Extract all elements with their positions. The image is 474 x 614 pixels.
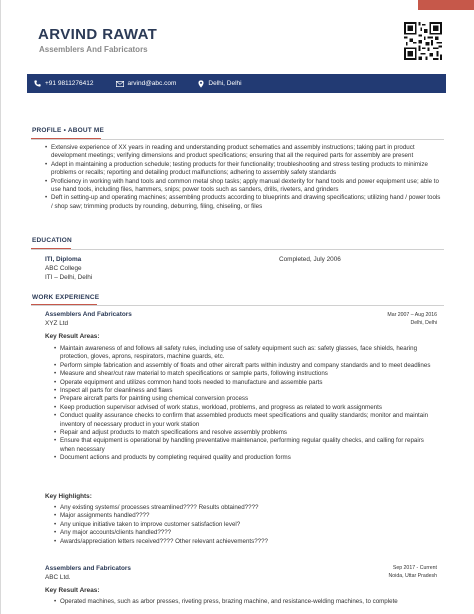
job-company: XYZ Ltd [45,320,69,327]
contact-phone[interactable] [34,80,94,87]
phone-text: +91 9811276412 [45,80,94,87]
education-divider [31,249,444,250]
list-item: • Any existing systems/ processes streamlined???? Results obtained???? [54,504,439,512]
education-school: ABC College [45,265,82,272]
profile-list [45,144,441,211]
job-highlights-label: Key Highlights: [45,493,92,500]
list-item: • Awards/appreciation letters received???? Other relevant achievements???? [54,538,439,546]
list-item: • Conduct quality assurance checks to confirm that assembled products meet specifications and quality standards; monitor and maintain inventory of necessary product in your work station [54,412,439,429]
profile-divider-accent [31,138,101,139]
job-dates: Sep 2017 - Current [392,565,437,571]
education-degree: ITI, Diploma [45,256,82,263]
job-highlights-list [54,504,439,546]
contact-email[interactable] [116,80,177,87]
location-text: Delhi, Delhi [208,80,242,87]
job-areas-list [54,598,439,606]
education-divider-accent [31,248,71,249]
list-item: • Any major accounts/clients handled???? [54,529,439,537]
contact-bar [27,74,446,93]
profile-section-title: PROFILE • ABOUT ME [32,127,105,134]
list-item: • Inspect all parts for cleanliness and flaws [54,387,439,395]
contact-location [198,80,241,88]
list-item: • Measure and shear/cut raw material to match specifications or sample parts, following instructions [54,370,439,378]
job-dates: Mar 2007 – Aug 2016 [387,312,437,318]
candidate-title: Assemblers And Fabricators [39,45,148,54]
candidate-name: ARVIND RAWAT [38,26,158,43]
profile-item: • Extensive experience of XX years in reading and understanding product schematics and assembly instructions; taking part in product development meetings; verifying dimensions and product specifications; ensuring that all the required parts for assembly are present [45,144,441,161]
job-areas-label: Key Result Areas: [45,587,100,594]
job-location: Noida, Uttar Pradesh [388,573,437,579]
phone-icon [34,80,41,87]
list-item: • Prepare aircraft parts for painting using chemical conversion process [54,395,439,403]
education-place: ITI – Delhi, Delhi [45,274,93,281]
email-text: arvind@abc.com [127,80,177,87]
corner-tag [418,0,474,10]
education-date: Completed, July 2006 [279,256,341,263]
work-divider-accent [31,304,97,305]
list-item: • Document actions and products by completing required quality and production forms [54,454,439,462]
email-icon [116,81,124,87]
list-item: • Any unique initiative taken to improve customer satisfaction level? [54,521,439,529]
list-item: • Major assignments handled???? [54,512,439,520]
job-areas-list [54,345,439,463]
work-section-title: WORK EXPERIENCE [32,294,100,301]
list-item: • Repair and adjust products to match specifications and resolve assembly problems [54,429,439,437]
profile-divider [31,139,444,140]
list-item: • Ensure that equipment is operational by handling preventative maintenance, performing regular quality checks, and calling for repairs when necessary [54,437,439,454]
qr-code-icon [404,22,442,60]
job-role: Assemblers and Fabricators [45,565,131,572]
list-item: • Perform simple fabrication and assembly of floats and other aircraft parts within industry and company standards and to meet deadlines [54,362,439,370]
work-divider [31,305,444,306]
profile-item: • Adept in maintaining a production schedule; testing products for their functionality; troubleshooting and stress testing products to minimize problems or recalls; reporting and detailing product malfunctions; adhering to assembly safety standards [45,161,441,178]
job-role: Assemblers And Fabricators [45,311,132,318]
location-pin-icon [198,80,204,88]
profile-item: • Proficiency in working with hand tools and common metal shop tasks; apply manual dexterity for hand tools and power equipment use; able to use hand tools, including files, hammers, snips; power tools such as sanders, drills, riveters, and grinders [45,178,441,195]
list-item: • Keep production supervisor advised of work status, workload, problems, and progress as related to work assignments [54,404,439,412]
job-areas-label: Key Result Areas: [45,333,100,340]
list-item: • Operated machines, such as arbor presses, riveting press, brazing machine, and resistance-welding machines, to complete [54,598,439,606]
education-section-title: EDUCATION [32,237,72,244]
job-company: ABC Ltd. [45,574,71,581]
list-item: • Maintain awareness of and follows all safety rules, including use of safety equipment such as: safety glasses, face shields, hearing protection, gloves, aprons, respirators, machine guards, etc. [54,345,439,362]
profile-item: • Deft in setting-up and operating machines; assembling products according to blueprints and drawing specifications; utilizing hand / power tools / shop saw; trimming products by rounding, deburring, filing, chiseling, or files [45,194,441,211]
job-location: Delhi, Delhi [410,320,437,326]
list-item: • Operate equipment and utilizes common hand tools needed to manufacture and assemble parts [54,379,439,387]
